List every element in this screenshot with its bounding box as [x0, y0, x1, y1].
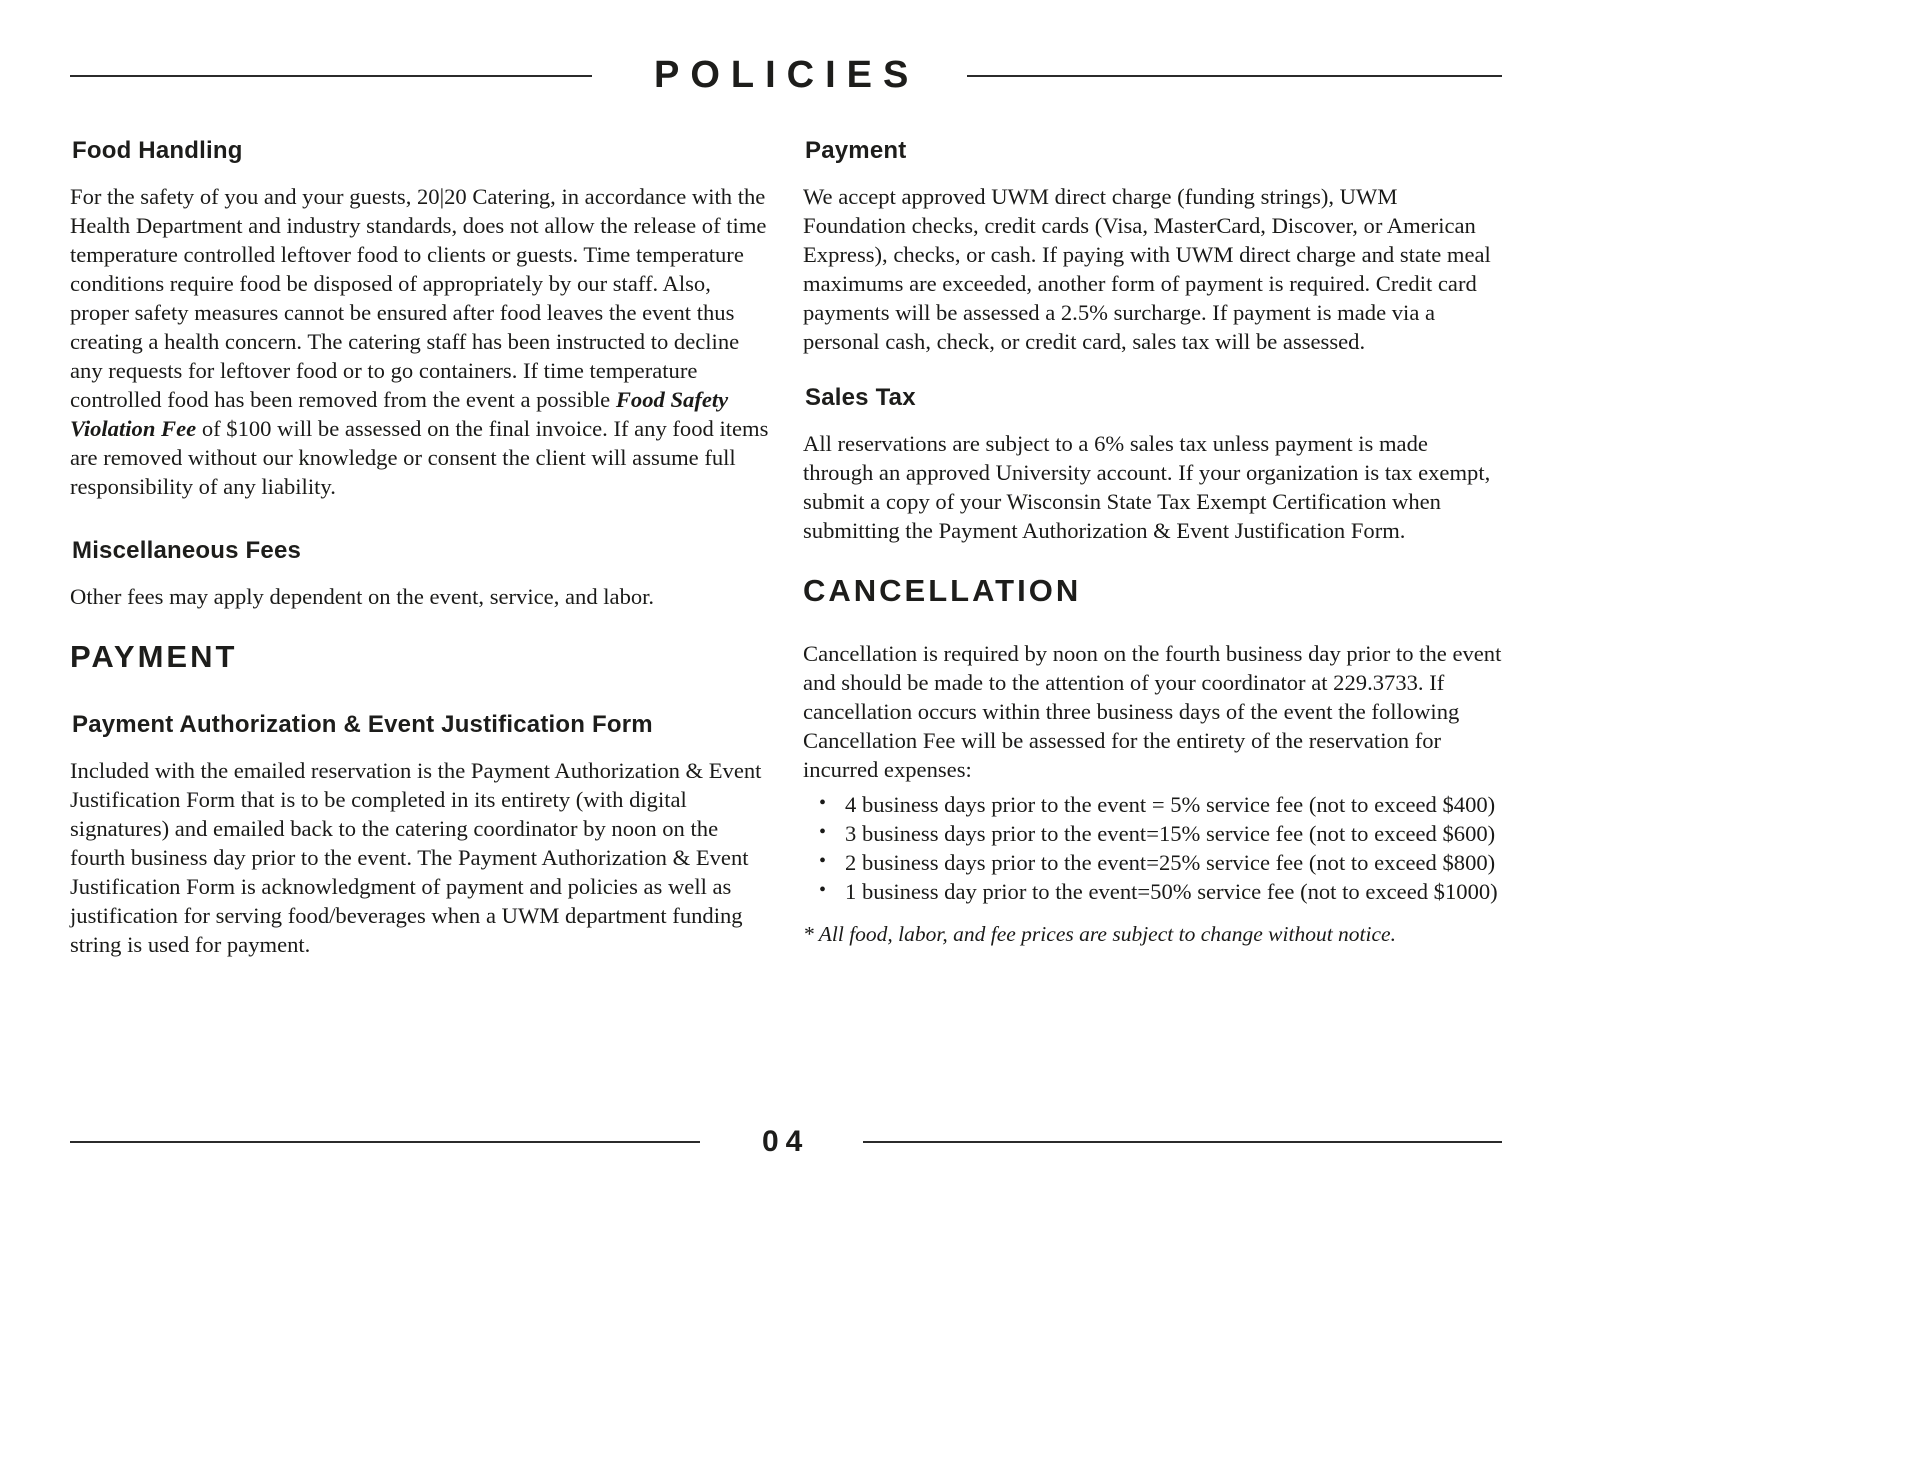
- title-rule-left: [70, 75, 592, 77]
- cancellation-fee-item-2-days: • 2 business days prior to the event=25% service fee (not to exceed $800): [803, 848, 1502, 877]
- payment-auth-form-body: Included with the emailed reservation is the Payment Authorization & Event Justification Form that is to be completed in its entirety (with digital signatures) and emailed back to the catering coordinator by noon on the fourth business day prior to the event. The Payment Authorization & Event Justification Form is acknowledgment of payment and policies as well as justification for serving food/beverages when a UWM department funding string is used for payment.: [70, 758, 762, 957]
- food-handling-text-after: of $100 will be assessed on the final invoice. If any food items are removed without our knowledge or consent the client will assume full responsibility of any liability.: [70, 416, 769, 499]
- cancellation-fee-list: [803, 790, 1502, 906]
- price-change-footnote: * All food, labor, and fee prices are subject to change without notice.: [803, 922, 1396, 946]
- sales-tax-body: All reservations are subject to a 6% sales tax unless payment is made through an approved University account. If your organization is tax exempt, submit a copy of your Wisconsin State Tax Exempt Certification when submitting the Payment Authorization & Event Justification Form.: [803, 431, 1491, 543]
- page-footer: [70, 1125, 1502, 1159]
- food-handling-heading: Food Handling: [72, 137, 243, 164]
- payment-auth-form-heading: Payment Authorization & Event Justification Form: [72, 711, 653, 738]
- sales-tax-heading: Sales Tax: [805, 384, 916, 411]
- page-header: [70, 54, 1502, 97]
- left-column: [70, 137, 770, 959]
- food-safety-violation-fee-phrase: Food Safety Violation Fee: [70, 387, 729, 441]
- content-columns: [70, 137, 1502, 959]
- food-handling-body: [70, 182, 770, 501]
- payment-section-heading: PAYMENT: [70, 639, 238, 674]
- right-column: [803, 137, 1502, 959]
- title-rule-right: [967, 75, 1502, 77]
- misc-fees-heading: Miscellaneous Fees: [72, 537, 302, 564]
- cancellation-fee-item-1-day: • 1 business day prior to the event=50% service fee (not to exceed $1000): [803, 877, 1502, 906]
- payment-heading: Payment: [805, 137, 907, 164]
- footer-rule-right: [863, 1141, 1502, 1143]
- cancellation-heading: CANCELLATION: [803, 573, 1082, 608]
- cancellation-intro: Cancellation is required by noon on the fourth business day prior to the event and should be made to the attention of your coordinator at 229.3733. If cancellation occurs within three business days of the event the following Cancellation Fee will be assessed for the entirety of the reservation for incurred expenses:: [803, 641, 1502, 782]
- payment-body: We accept approved UWM direct charge (funding strings), UWM Foundation checks, credit cards (Visa, MasterCard, Discover, or American Express), checks, or cash. If paying with UWM direct charge and state meal maximums are exceeded, another form of payment is required. Credit card payments will be assessed a 2.5% surcharge. If payment is made via a personal cash, check, or credit card, sales tax will be assessed.: [803, 184, 1491, 354]
- misc-fees-body: Other fees may apply dependent on the event, service, and labor.: [70, 584, 655, 609]
- page-title: POLICIES: [654, 54, 920, 96]
- page-number: 04: [762, 1125, 810, 1158]
- cancellation-fee-item-4-days: • 4 business days prior to the event = 5% service fee (not to exceed $400): [803, 790, 1502, 819]
- cancellation-fee-item-3-days: • 3 business days prior to the event=15% service fee (not to exceed $600): [803, 819, 1502, 848]
- footer-rule-left: [70, 1141, 700, 1143]
- food-handling-text-before: For the safety of you and your guests, 20|20 Catering, in accordance with the Health Department and industry standards, does not allow the release of time temperature controlled leftover food to clients or guests. Time temperature conditions require food be disposed of appropriately by our staff. Also, proper safety measures cannot be ensured after food leaves the event thus creating a health concern. The catering staff has been instructed to decline any requests for leftover food or to go containers. If time temperature controlled food has been removed from the event a possible: [70, 184, 767, 412]
